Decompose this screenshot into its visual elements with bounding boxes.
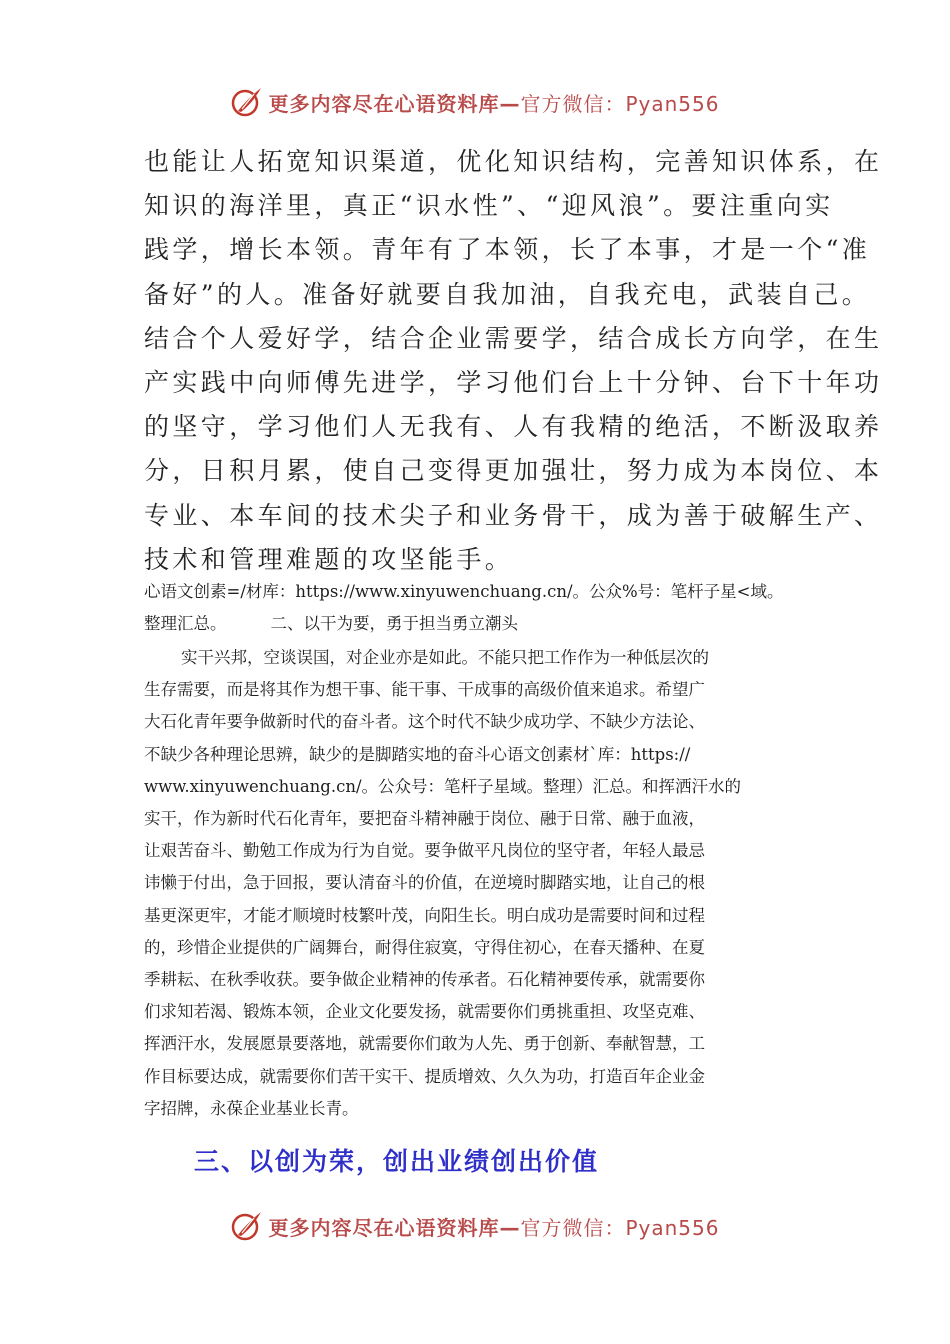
paragraph-line: 季耕耘、在秋季收获。要争做企业精神的传承者。石化精神要传承，就需要你 [144,970,705,990]
source-note [144,576,824,640]
source-note-line: 心语文创素=/材库：https://www.xinyuwenchuang.cn/。公众%号：笔杆子星<域。 [144,582,784,601]
large-paragraph-line: 分，日积月累，使自己变得更加强壮，努力成为本岗位、本 [144,456,883,486]
quill-logo-icon [230,1209,264,1243]
paragraph-line: 们求知若渴、锻炼本领，企业文化要发扬，就需要你们勇挑重担、攻坚克难、 [144,1002,705,1022]
paragraph-line: 实干兴邦，空谈误国，对企业亦是如此。不能只把工作作为一种低层次的 [181,648,709,667]
section-2-paragraph [144,642,824,1125]
paragraph-line: 实干，作为新时代石化青年，要把奋斗精神融于岗位、融于日常、融于血液， [144,809,705,829]
paragraph-line: 讳懒于付出，急于回报，要认清奋斗的价值，在逆境时脚踏实地，让自己的根 [144,873,705,893]
paragraph-line: 作目标要达成，就需要你们苦干实干、提质增效、久久为功，打造百年企业金 [144,1066,705,1086]
paragraph-line: 让艰苦奋斗、勤勉工作成为行为自觉。要争做平凡岗位的坚守者，年轻人最忌 [144,841,705,861]
section-2-heading: 二、以干为要，勇于担当勇立潮头 [270,614,518,634]
banner-wechat: 官方微信：Pyan556 [520,1215,720,1240]
source-note-line-2 [144,608,824,640]
banner-wechat: 官方微信：Pyan556 [520,91,720,116]
large-paragraph-line: 技术和管理难题的攻坚能手。 [144,544,514,574]
source-note-suffix: 整理汇总。 [144,614,227,634]
large-paragraph-line: 产实践中向师傅先进学，学习他们台上十分钟、台下十年功 [144,368,883,398]
footer-banner [0,1206,950,1246]
paragraph-line: 字招牌，永葆企业基业长青。 [144,1098,359,1118]
paragraph-line: 不缺少各种理论思辨，缺少的是脚踏实地的奋斗心语文创素材`库：https:// [144,744,691,764]
header-banner [0,82,950,122]
paragraph-line: 基更深更牢，才能才顺境时枝繁叶茂，向阳生长。明白成功是需要时间和过程 [144,905,705,925]
large-paragraph-line: 的坚守，学习他们人无我有、人有我精的绝活，不断汲取养 [144,412,883,442]
large-paragraph-line: 结合个人爱好学，结合企业需要学，结合成长方向学，在生 [144,323,883,353]
paragraph-line: www.xinyuwenchuang.cn/。公众号：笔杆子星域。整理）汇总。和挥洒汗水的 [144,776,742,796]
banner-text-main: 更多内容尽在心语资料库— [268,1215,521,1240]
large-paragraph-line: 知识的海洋里，真正“识水性”、“迎风浪”。要注重向实 [144,191,834,221]
banner-text [268,1212,719,1241]
paragraph-line: 挥洒汗水，发展愿景要落地，就需要你们敢为人先、勇于创新、奉献智慧，工 [144,1034,705,1054]
paragraph-line: 大石化青年要争做新时代的奋斗者。这个时代不缺少成功学、不缺少方法论、 [144,712,705,732]
paragraph-line: 生存需要，而是将其作为想干事、能干事、干成事的高级价值来追求。希望广 [144,680,705,700]
banner-text-main: 更多内容尽在心语资料库— [268,91,521,116]
large-paragraph [144,140,883,582]
paragraph-line: 的，珍惜企业提供的广阔舞台，耐得住寂寞，守得住初心，在春天播种、在夏 [144,937,705,957]
quill-logo-icon [230,85,264,119]
large-paragraph-line: 备好”的人。准备好就要自我加油，自我充电，武装自己。 [144,279,871,309]
large-paragraph-line: 专业、本车间的技术尖子和业务骨干，成为善于破解生产、 [144,500,883,530]
large-paragraph-line: 也能让人拓宽知识渠道，优化知识结构，完善知识体系，在 [144,147,883,176]
section-3-heading: 三、以创为荣，创出业绩创出价值 [194,1147,600,1176]
large-paragraph-line: 践学，增长本领。青年有了本领，长了本事，才是一个“准 [144,235,871,265]
banner-text [268,88,719,117]
